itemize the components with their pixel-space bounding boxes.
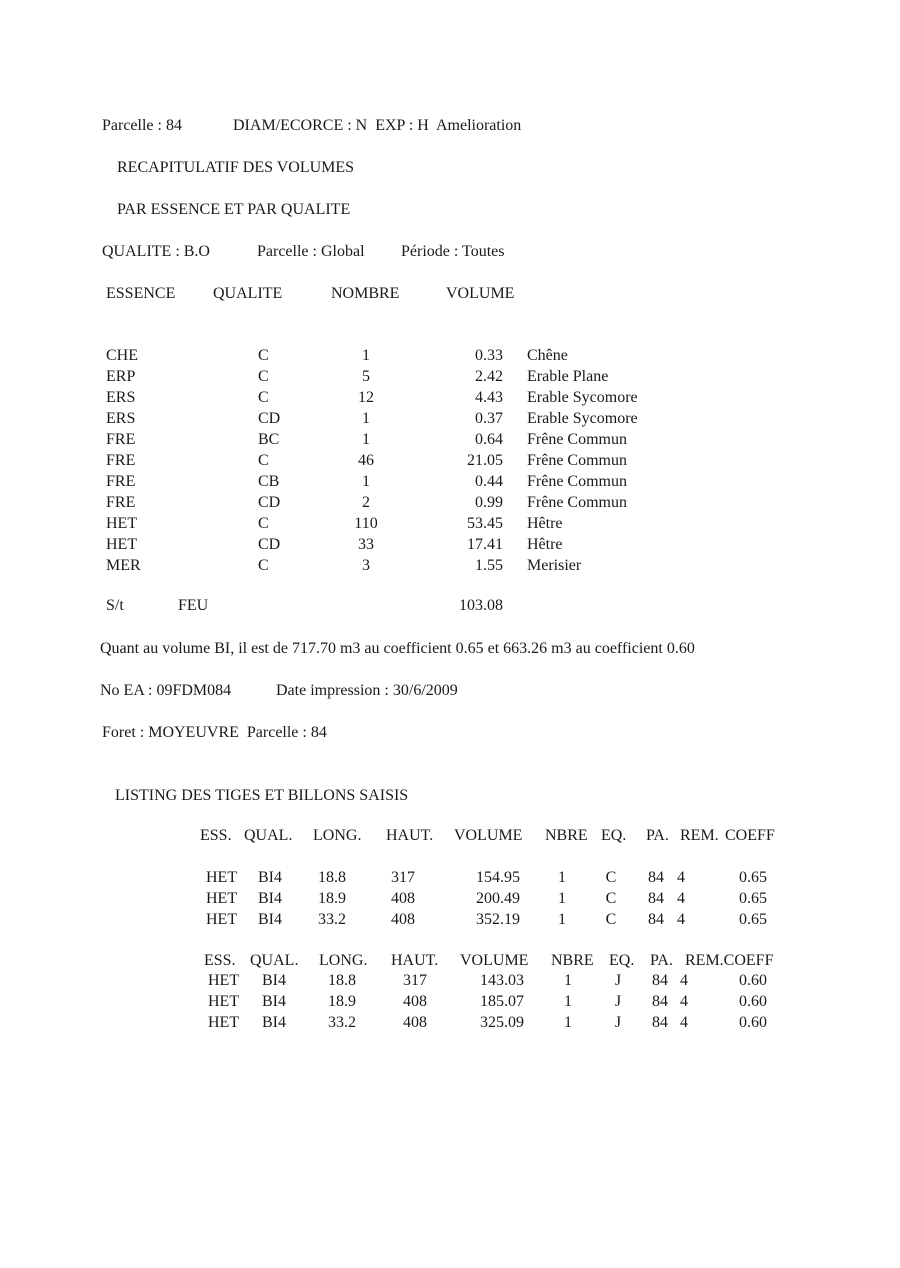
recap-essence: MER — [106, 557, 141, 574]
recap-essence: HET — [106, 515, 138, 532]
listing2-col: LONG. — [319, 952, 368, 969]
recap-nom: Erable Sycomore — [527, 389, 638, 406]
recap-nom: Frêne Commun — [527, 473, 627, 490]
listing2-col: ESS. — [204, 952, 236, 969]
recap-qualite: C — [258, 515, 269, 532]
listing-title: LISTING DES TIGES ET BILLONS SAISIS — [115, 787, 409, 804]
recap-parcelle: Parcelle : Global — [257, 243, 365, 260]
recap-volume: 0.33 — [475, 347, 503, 364]
recap-col-essence: ESSENCE — [106, 285, 176, 302]
recap-volume: 0.37 — [475, 410, 503, 427]
listing1-cell: 84 — [648, 869, 664, 886]
listing1-cell: 84 — [648, 911, 664, 928]
listing1-cell: 352.19 — [476, 911, 520, 928]
listing1-cell: 1 — [558, 911, 566, 928]
listing1-cell: 4 — [677, 911, 685, 928]
recap-title-1: RECAPITULATIF DES VOLUMES — [117, 159, 355, 176]
listing2-cell: 0.60 — [739, 972, 767, 989]
listing1-col: QUAL. — [244, 827, 293, 844]
recap-qualite: C — [258, 452, 269, 469]
recap-nom: Frêne Commun — [527, 494, 627, 511]
listing2-cell: 185.07 — [480, 993, 524, 1010]
listing1-cell: 4 — [677, 890, 685, 907]
listing1-cell: BI4 — [258, 911, 282, 928]
recap-qualite: C — [258, 368, 269, 385]
listing1-cell: 408 — [391, 911, 415, 928]
listing1-col: VOLUME — [454, 827, 523, 844]
listing1-cell: 0.65 — [739, 911, 767, 928]
listing2-cell: BI4 — [262, 972, 286, 989]
listing1-cell: 0.65 — [739, 869, 767, 886]
listing1-cell: HET — [206, 911, 238, 928]
recap-essence: ERP — [106, 368, 136, 385]
header-parcelle: Parcelle : 84 — [102, 117, 182, 134]
listing2-cell: 18.9 — [328, 993, 356, 1010]
listing1-cell: 1 — [558, 869, 566, 886]
recap-qualite: C — [258, 557, 269, 574]
listing2-cell: 0.60 — [739, 1014, 767, 1031]
recap-qualite: CD — [258, 536, 281, 553]
recap-essence: FRE — [106, 494, 136, 511]
recap-volume: 17.41 — [467, 536, 503, 553]
recap-col-volume: VOLUME — [446, 285, 515, 302]
listing1-cell: C — [605, 911, 617, 928]
recap-nombre: 1 — [362, 431, 370, 448]
listing2-cell: 1 — [564, 972, 572, 989]
listing2-col: REM.COEFF — [685, 952, 774, 969]
recap-volume: 0.64 — [475, 431, 503, 448]
listing1-col: PA. — [646, 827, 669, 844]
listing1-cell: 18.8 — [318, 869, 346, 886]
listing2-cell: 4 — [680, 1014, 688, 1031]
recap-nom: Hêtre — [527, 536, 563, 553]
listing2-cell: 1 — [564, 1014, 572, 1031]
listing1-cell: 154.95 — [476, 869, 520, 886]
listing2-col: PA. — [650, 952, 673, 969]
recap-periode: Période : Toutes — [401, 243, 505, 260]
listing2-cell: HET — [208, 1014, 240, 1031]
listing2-cell: HET — [208, 972, 240, 989]
listing2-cell: 408 — [403, 1014, 427, 1031]
listing1-col: NBRE — [545, 827, 588, 844]
recap-volume: 53.45 — [467, 515, 503, 532]
listing2-col: QUAL. — [250, 952, 299, 969]
listing1-cell: BI4 — [258, 890, 282, 907]
listing1-cell: C — [605, 890, 617, 907]
recap-nom: Frêne Commun — [527, 431, 627, 448]
recap-col-qualite: QUALITE — [213, 285, 283, 302]
listing2-cell: 1 — [564, 993, 572, 1010]
recap-qualite: CD — [258, 494, 281, 511]
subtotal-label: S/t — [106, 597, 124, 614]
listing2-cell: BI4 — [262, 1014, 286, 1031]
recap-nombre: 33 — [358, 536, 374, 553]
listing1-col: EQ. — [601, 827, 627, 844]
listing2-cell: 325.09 — [480, 1014, 524, 1031]
recap-volume: 0.99 — [475, 494, 503, 511]
listing2-cell: 143.03 — [480, 972, 524, 989]
subtotal-type: FEU — [178, 597, 209, 614]
listing2-cell: BI4 — [262, 993, 286, 1010]
foret: Foret : MOYEUVRE Parcelle : 84 — [102, 724, 327, 741]
subtotal-volume: 103.08 — [459, 597, 503, 614]
listing1-cell: BI4 — [258, 869, 282, 886]
listing2-cell: 0.60 — [739, 993, 767, 1010]
listing2-col: NBRE — [551, 952, 594, 969]
listing2-col: HAUT. — [391, 952, 439, 969]
recap-nom: Chêne — [527, 347, 568, 364]
listing1-col: ESS. — [200, 827, 232, 844]
listing1-cell: 1 — [558, 890, 566, 907]
listing1-cell: 0.65 — [739, 890, 767, 907]
listing1-cell: 4 — [677, 869, 685, 886]
listing2-cell: 84 — [652, 1014, 668, 1031]
recap-essence: HET — [106, 536, 138, 553]
listing1-cell: 84 — [648, 890, 664, 907]
listing1-cell: 317 — [391, 869, 415, 886]
listing2-cell: 84 — [652, 993, 668, 1010]
recap-essence: ERS — [106, 389, 136, 406]
header-diam-ecorce: DIAM/ECORCE : N EXP : H Amelioration — [233, 117, 522, 134]
listing1-cell: C — [605, 869, 617, 886]
listing2-cell: 408 — [403, 993, 427, 1010]
listing1-col: COEFF — [725, 827, 775, 844]
listing2-cell: 317 — [403, 972, 427, 989]
recap-volume: 1.55 — [475, 557, 503, 574]
recap-nombre: 46 — [358, 452, 374, 469]
listing1-cell: 33.2 — [318, 911, 346, 928]
listing1-cell: HET — [206, 890, 238, 907]
listing2-cell: HET — [208, 993, 240, 1010]
recap-nombre: 5 — [362, 368, 370, 385]
recap-nombre: 110 — [354, 515, 378, 532]
listing1-col: REM. — [680, 827, 719, 844]
recap-nombre: 2 — [362, 494, 370, 511]
listing2-cell: 4 — [680, 993, 688, 1010]
recap-title-2: PAR ESSENCE ET PAR QUALITE — [117, 201, 351, 218]
listing2-cell: J — [614, 972, 622, 989]
recap-volume: 21.05 — [467, 452, 503, 469]
recap-nom: Hêtre — [527, 515, 563, 532]
listing2-cell: 84 — [652, 972, 668, 989]
listing2-cell: 33.2 — [328, 1014, 356, 1031]
recap-essence: FRE — [106, 473, 136, 490]
listing2-col: VOLUME — [460, 952, 529, 969]
listing2-cell: J — [614, 1014, 622, 1031]
listing2-cell: 18.8 — [328, 972, 356, 989]
listing1-cell: HET — [206, 869, 238, 886]
recap-nom: Erable Plane — [527, 368, 609, 385]
recap-essence: FRE — [106, 431, 136, 448]
listing2-cell: 4 — [680, 972, 688, 989]
recap-nom: Erable Sycomore — [527, 410, 638, 427]
listing1-col: LONG. — [313, 827, 362, 844]
listing2-cell: J — [614, 993, 622, 1010]
recap-qualite: C — [258, 347, 269, 364]
recap-essence: FRE — [106, 452, 136, 469]
recap-volume: 0.44 — [475, 473, 503, 490]
recap-volume: 4.43 — [475, 389, 503, 406]
recap-qualite: QUALITE : B.O — [102, 243, 210, 260]
recap-nombre: 1 — [362, 347, 370, 364]
quant-text: Quant au volume BI, il est de 717.70 m3 au coefficient 0.65 et 663.26 m3 au coefficient 0.60 — [100, 640, 695, 657]
listing1-cell: 18.9 — [318, 890, 346, 907]
recap-col-nombre: NOMBRE — [331, 285, 400, 302]
recap-qualite: CB — [258, 473, 280, 490]
recap-nombre: 12 — [358, 389, 374, 406]
recap-nombre: 1 — [362, 473, 370, 490]
recap-qualite: BC — [258, 431, 280, 448]
date-impression: Date impression : 30/6/2009 — [276, 682, 458, 699]
recap-qualite: CD — [258, 410, 281, 427]
listing2-col: EQ. — [609, 952, 635, 969]
listing1-cell: 200.49 — [476, 890, 520, 907]
recap-nom: Frêne Commun — [527, 452, 627, 469]
recap-essence: CHE — [106, 347, 138, 364]
recap-nombre: 3 — [362, 557, 370, 574]
recap-qualite: C — [258, 389, 269, 406]
recap-essence: ERS — [106, 410, 136, 427]
recap-volume: 2.42 — [475, 368, 503, 385]
recap-nombre: 1 — [362, 410, 370, 427]
listing1-cell: 408 — [391, 890, 415, 907]
listing1-col: HAUT. — [386, 827, 434, 844]
recap-nom: Merisier — [527, 557, 582, 574]
no-ea: No EA : 09FDM084 — [100, 682, 232, 699]
